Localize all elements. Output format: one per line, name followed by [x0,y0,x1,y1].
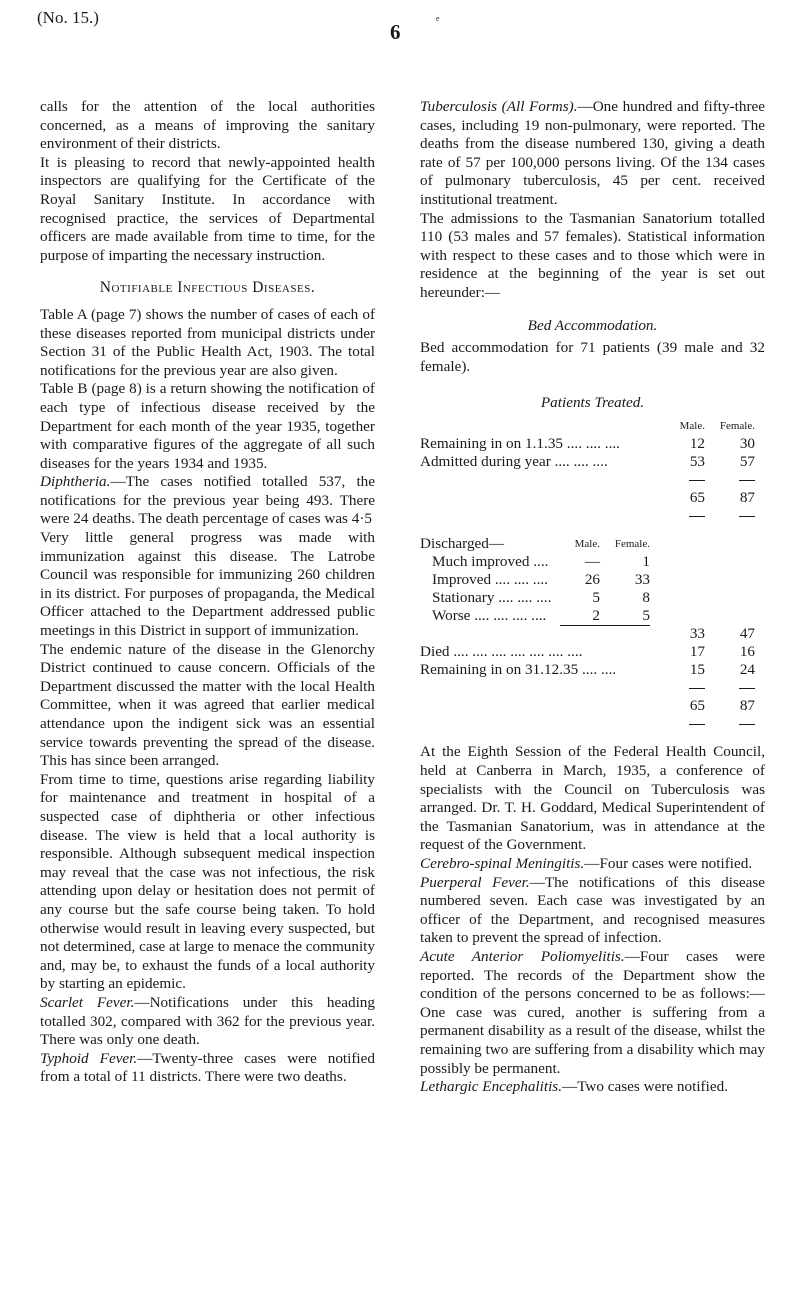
paragraph: calls for the attention of the local authorities concerned, as a means of improving the sanitary environment of their districts. [40,98,375,153]
paragraph-text: —Four cases were reported. The records of the Department show the condition of the persons concerned to be as follows:—One case was cured, another is suffering from a permanent disability as a result of the disease, whilst the remaining two are suffering from a disability which may possibly be permanent. [420,947,766,1077]
puerperal-paragraph [420,874,765,948]
row-label: Stationary .... .... .... [432,588,552,606]
table-row [420,643,755,661]
disease-title: Lethargic Encephalitis. [420,1078,563,1096]
rule-divider [739,724,755,725]
table-row [420,571,755,589]
disease-title: Diphtheria. [40,473,111,491]
encephalitis-paragraph [420,1078,765,1097]
paragraph-text: —Two cases were notified. [562,1078,728,1096]
table-row [420,435,755,453]
male-value: 15 [689,661,705,679]
male-value: 2 [592,606,600,624]
female-value: 30 [739,434,755,452]
discharged-female: 47 [739,625,755,643]
right-column [420,98,765,1097]
disease-title: Scarlet Fever. [40,993,135,1011]
disease-title: Puerperal Fever. [420,873,530,891]
cerebro-spinal-paragraph [420,855,765,874]
female-value: 8 [642,588,650,606]
patients-treated-heading: Patients Treated. [540,394,645,412]
rule-divider [689,480,705,481]
rule-divider [739,480,755,481]
paragraph: The endemic nature of the disease in the Glenorchy District continued to cause concern. Officials of the Department discussed the matter with the local Health Committee, when it was agreed that earlier medical attendance upon the indigent sick was an essential service towards preventing the spread of the disease. This has since been arranged. [40,640,375,770]
paragraph: Table B (page 8) is a return showing the notification of each type of infectious disease received by the Department for each month of the year 1935, together with comparative figures of the aggregate of all such diseases for the years 1934 and 1935. [40,380,375,472]
column-header-male: Male. [574,537,600,550]
scarlet-fever-paragraph [40,994,375,1050]
paragraph: It is pleasing to record that newly-appointed health inspectors are qualifying for the Certificate of the Royal Sanitary Institute. In accordance with recognised practice, the services of Departmental officers are made available from time to time, for the purpose of imparting the necessary instruction. [40,153,375,264]
patients-table [420,417,755,525]
disease-title: Acute Anterior Poliomyelitis. [420,947,625,965]
total-female: 87 [739,488,755,506]
tuberculosis-paragraph [420,98,765,210]
paragraph: From time to time, questions arise regarding liability for maintenance and treatment in hospital of a suspected case of diphtheria or other infectious disease. The view is held that a local authority is responsible. Although subsequent medical inspection may reveal that the case was not infectious, the risk attending upon delay or hesitation does not permit of any course but the safe course being taken. To hold otherwise would result in leaving every suspected, but not determined, case at large to menace the community and, may be, to exhaust the funds of a local authority by starting an epidemic. [40,770,375,993]
column-header-male: Male. [679,419,705,432]
rule-divider [560,625,650,643]
discharged-label: Discharged— [420,534,505,552]
total-male: 65 [689,697,705,715]
discharged-male: 33 [689,625,705,643]
paragraph-text: —One hundred and fifty-three cases, including 19 non-pulmonary, were reported. The deaths from the disease numbered 130, giving a death rate of 57 per 100,000 persons living. Of the 134 cases of pulmonary tuberculosis, 45 per cent. received institutional treatment. [420,98,765,208]
male-value: 53 [689,452,705,470]
table-row [420,453,755,471]
bed-accommodation-heading: Bed Accommodation. [527,316,658,334]
typhoid-paragraph [40,1050,375,1087]
section-heading: Notifiable Infectious Diseases. [99,279,316,297]
column-header-female: Female. [719,419,755,432]
table-row [420,553,755,571]
issue-number: (No. 15.) [37,8,99,27]
page-number: 6 [390,20,401,44]
female-value: 16 [739,643,755,661]
female-value: 5 [642,606,650,624]
paragraph-text: —Notifications under this heading totalled 302, compared with 362 for the previous year. There was only one death. [40,993,375,1049]
row-label: Remaining in on 1.1.35 .... .... .... [420,434,620,452]
diphtheria-paragraph [40,473,375,529]
table-row [420,607,755,626]
total-female: 87 [739,697,755,715]
disease-title: Typhoid Fever. [40,1049,138,1067]
male-value: 12 [689,434,705,452]
discharged-total-row [420,625,755,643]
row-label: Remaining in on 31.12.35 .... .... [420,661,617,679]
male-value: 5 [592,588,600,606]
rule-divider [689,688,705,689]
paragraph-text: —Four cases were notified. [584,854,753,872]
female-value: 57 [739,452,755,470]
paragraph-text: —The cases notified totalled 537, the notifications for the previous year being 493. There were 24 deaths. The death percentage of cases was 4·5 [40,473,375,528]
column-header-female: Female. [614,537,650,550]
paragraph: The admissions to the Tasmanian Sanatorium totalled 110 (53 males and 57 females). Statistical information with respect to these cases and to those which were in residence at the beginning of the year is set out hereunder:— [420,209,765,301]
rule-divider [739,516,755,517]
male-value: — [584,552,600,570]
total-row [420,697,755,715]
table-row [420,589,755,607]
poliomyelitis-paragraph [420,948,765,1078]
row-label: Improved .... .... .... [432,570,548,588]
total-male: 65 [689,488,705,506]
left-column [40,98,375,1087]
discharged-table [420,535,755,734]
male-value: 17 [689,643,705,661]
paragraph-text: —The notifications of this disease numbered seven. Each case was investigated by an officer of the Department, and recognised measures taken to prevent the spread of infection. [420,873,765,947]
paragraph: Bed accommodation for 71 patients (39 male and 32 female). [420,339,765,375]
table-row [420,661,755,679]
paragraph: Table A (page 7) shows the number of cases of each of these diseases reported from municipal districts under Section 31 of the Public Health Act, 1903. The total notifications for the previous year are also given. [40,305,375,379]
female-value: 24 [739,661,755,679]
print-mark: e [436,14,440,23]
female-value: 1 [642,552,650,570]
female-value: 33 [634,570,650,588]
rule-divider [739,688,755,689]
disease-title: Cerebro-spinal Meningitis. [420,854,585,872]
rule-divider [689,516,705,517]
row-label: Worse .... .... .... .... [432,607,547,625]
male-value: 26 [584,570,600,588]
row-label: Died .... .... .... .... .... .... .... [420,643,583,661]
row-label: Much improved .... [432,552,549,570]
disease-title: Tuberculosis (All Forms). [420,98,578,115]
row-label: Admitted during year .... .... .... [420,452,608,470]
total-row [420,489,755,507]
paragraph: Very little general progress was made with immunization against this disease. The Latrobe Council was responsible for immunizing 260 children in its district. For purposes of propaganda, the Medical Officer attached to the Department addressed public meetings in this District in support of immunization. [40,529,375,640]
paragraph-text: —Twenty-three cases were notified from a total of 11 districts. There were two deaths. [40,1049,375,1086]
paragraph: At the Eighth Session of the Federal Health Council, held at Canberra in March, 1935, a conference of specialists with the Council on Tuberculosis was arranged. Dr. T. H. Goddard, Medical Superintendent of the Tasmanian Sanatorium, was in attendance at the request of the Government. [420,743,765,854]
rule-divider [689,724,705,725]
